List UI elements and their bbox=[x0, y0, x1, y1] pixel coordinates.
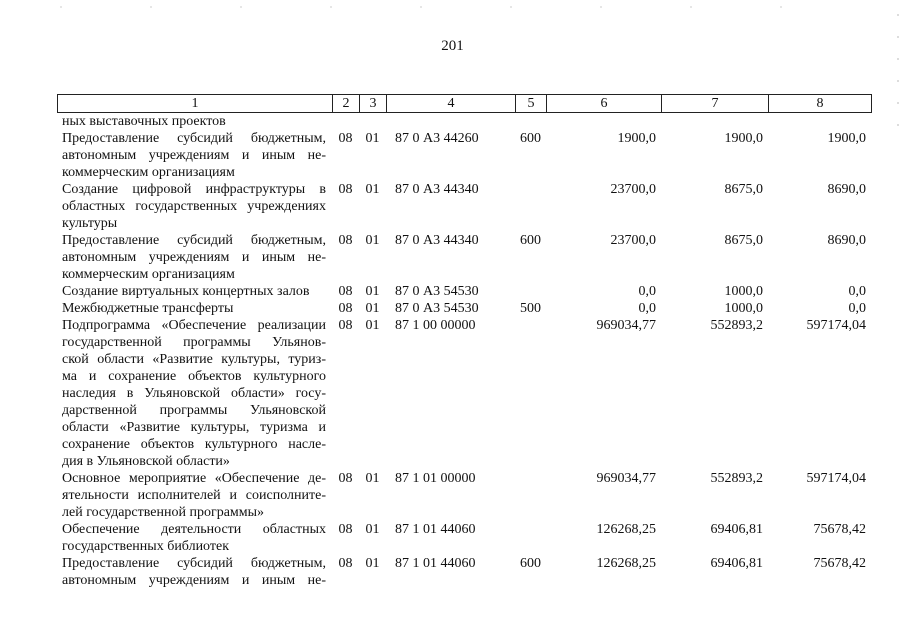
row-name-line: автономным учреждениям и иным не- bbox=[62, 250, 326, 265]
row-name-line: коммерческим организациям bbox=[62, 165, 235, 180]
amount-year-2: 1000,0 bbox=[724, 301, 763, 316]
amount-year-1: 23700,0 bbox=[610, 233, 656, 248]
expense-type-code bbox=[515, 521, 546, 555]
expense-type-code bbox=[515, 181, 546, 232]
row-name-cell bbox=[57, 300, 332, 317]
amount-year-2: 1000,0 bbox=[724, 284, 763, 299]
column-header-1: 1 bbox=[58, 95, 333, 113]
amount-year-2: 8675,0 bbox=[724, 233, 763, 248]
subsection-code: 01 bbox=[365, 182, 380, 197]
subsection-code: 01 bbox=[365, 301, 380, 316]
section-code: 08 bbox=[338, 556, 353, 571]
row-name-cell bbox=[57, 113, 332, 130]
amount-year-2: 552893,2 bbox=[710, 318, 763, 333]
row-name-line: ятельности исполнителей и соисполните- bbox=[62, 488, 326, 503]
row-name-line: коммерческим организациям bbox=[62, 267, 235, 282]
amount-year-1: 969034,77 bbox=[596, 318, 656, 333]
table-row bbox=[57, 232, 871, 283]
amount-year-3: 1900,0 bbox=[827, 131, 866, 146]
amount-year-1: 969034,77 bbox=[596, 471, 656, 486]
amount-year-3: 8690,0 bbox=[827, 233, 866, 248]
row-name-line: ской области «Развитие культуры, туриз- bbox=[62, 352, 326, 367]
row-name-line: дия в Ульяновской области» bbox=[62, 454, 230, 469]
row-name-line: лей государственной программы» bbox=[62, 505, 265, 520]
amount-year-1 bbox=[546, 113, 661, 130]
row-name-line: автономным учреждениям и иным не- bbox=[62, 573, 326, 588]
row-name-line: Обеспечение деятельности областных bbox=[62, 522, 326, 537]
subsection-code: 01 bbox=[365, 233, 380, 248]
target-article-code: 87 1 00 00000 bbox=[395, 318, 476, 333]
row-name-line: наследия в Ульяновской области» госу- bbox=[62, 386, 326, 401]
amount-year-3: 597174,04 bbox=[806, 318, 866, 333]
section-code: 08 bbox=[338, 471, 353, 486]
row-name-line: Подпрограмма «Обеспечение реализации bbox=[62, 318, 326, 333]
subsection-code: 01 bbox=[365, 284, 380, 299]
expense-type-code bbox=[515, 283, 546, 300]
amount-year-1: 0,0 bbox=[638, 284, 656, 299]
section-code: 08 bbox=[338, 182, 353, 197]
expense-type-code bbox=[515, 317, 546, 470]
expense-type-code: 600 bbox=[520, 233, 541, 248]
row-name-cell bbox=[57, 317, 332, 470]
row-name-cell bbox=[57, 470, 332, 521]
target-article-code: 87 1 01 00000 bbox=[395, 471, 476, 486]
amount-year-1: 126268,25 bbox=[596, 556, 656, 571]
amount-year-3: 75678,42 bbox=[813, 522, 866, 537]
table-row bbox=[57, 521, 871, 555]
target-article-code: 87 0 А3 44260 bbox=[395, 131, 479, 146]
amount-year-3 bbox=[768, 113, 871, 130]
section-code: 08 bbox=[338, 131, 353, 146]
row-name-cell bbox=[57, 181, 332, 232]
row-name-line: Создание цифровой инфраструктуры в bbox=[62, 182, 326, 197]
row-name-line: государственных библиотек bbox=[62, 539, 230, 554]
page-number: 201 bbox=[441, 38, 464, 54]
column-header-row bbox=[57, 94, 872, 113]
table-row bbox=[57, 300, 871, 317]
target-article-code bbox=[386, 113, 515, 130]
row-name-cell bbox=[57, 232, 332, 283]
row-name-line: Создание виртуальных концертных залов bbox=[62, 284, 310, 299]
row-name-line: Предоставление субсидий бюджетным, bbox=[62, 131, 326, 146]
row-name-line: государственной программы Ульянов- bbox=[62, 335, 326, 350]
target-article-code: 87 0 А3 54530 bbox=[395, 301, 479, 316]
target-article-code: 87 0 А3 44340 bbox=[395, 233, 479, 248]
amount-year-1: 23700,0 bbox=[610, 182, 656, 197]
section-code: 08 bbox=[338, 284, 353, 299]
expense-type-code: 600 bbox=[520, 131, 541, 146]
budget-table bbox=[57, 113, 871, 589]
row-name-line: культуры bbox=[62, 216, 118, 231]
column-header-5: 5 bbox=[516, 95, 547, 113]
amount-year-2: 1900,0 bbox=[724, 131, 763, 146]
table-row bbox=[57, 283, 871, 300]
subsection-code: 01 bbox=[365, 522, 380, 537]
row-name-line: Предоставление субсидий бюджетным, bbox=[62, 233, 326, 248]
amount-year-1: 0,0 bbox=[638, 301, 656, 316]
expense-type-code: 500 bbox=[520, 301, 541, 316]
column-header-8: 8 bbox=[769, 95, 872, 113]
amount-year-3: 8690,0 bbox=[827, 182, 866, 197]
row-name-line: ных выставочных проектов bbox=[62, 114, 226, 129]
scan-artifact-side bbox=[897, 14, 899, 134]
table-row bbox=[57, 181, 871, 232]
row-name-line: Межбюджетные трансферты bbox=[62, 301, 234, 316]
amount-year-2: 8675,0 bbox=[724, 182, 763, 197]
row-name-line: ма и сохранение объектов культурного bbox=[62, 369, 326, 384]
table-row bbox=[57, 130, 871, 181]
target-article-code: 87 1 01 44060 bbox=[395, 556, 476, 571]
expense-type-code: 600 bbox=[520, 556, 541, 571]
amount-year-2: 552893,2 bbox=[710, 471, 763, 486]
amount-year-2: 69406,81 bbox=[710, 556, 763, 571]
amount-year-3: 0,0 bbox=[848, 301, 866, 316]
column-header-6: 6 bbox=[547, 95, 662, 113]
table-row bbox=[57, 113, 871, 130]
row-name-line: областных государственных учреждениях bbox=[62, 199, 326, 214]
section-code: 08 bbox=[338, 522, 353, 537]
column-header-7: 7 bbox=[662, 95, 769, 113]
column-header-3: 3 bbox=[360, 95, 387, 113]
table-row bbox=[57, 555, 871, 589]
section-code: 08 bbox=[338, 301, 353, 316]
amount-year-3: 75678,42 bbox=[813, 556, 866, 571]
target-article-code: 87 0 А3 44340 bbox=[395, 182, 479, 197]
expense-type-code bbox=[515, 470, 546, 521]
table-row bbox=[57, 317, 871, 470]
amount-year-1: 1900,0 bbox=[617, 131, 656, 146]
row-name-line: сохранение объектов культурного насле- bbox=[62, 437, 326, 452]
section-code bbox=[332, 113, 359, 130]
row-name-line: дарственной программы Ульяновской bbox=[62, 403, 326, 418]
row-name-line: автономным учреждениям и иным не- bbox=[62, 148, 326, 163]
table-row bbox=[57, 470, 871, 521]
expense-type-code bbox=[515, 113, 546, 130]
subsection-code: 01 bbox=[365, 131, 380, 146]
target-article-code: 87 1 01 44060 bbox=[395, 522, 476, 537]
amount-year-1: 126268,25 bbox=[596, 522, 656, 537]
row-name-line: Основное мероприятие «Обеспечение де- bbox=[62, 471, 326, 486]
amount-year-3: 597174,04 bbox=[806, 471, 866, 486]
subsection-code: 01 bbox=[365, 471, 380, 486]
row-name-line: области «Развитие культуры, туризма и bbox=[62, 420, 326, 435]
amount-year-2: 69406,81 bbox=[710, 522, 763, 537]
row-name-cell bbox=[57, 130, 332, 181]
amount-year-3: 0,0 bbox=[848, 284, 866, 299]
target-article-code: 87 0 А3 54530 bbox=[395, 284, 479, 299]
column-header-4: 4 bbox=[387, 95, 516, 113]
subsection-code bbox=[359, 113, 386, 130]
column-header-2: 2 bbox=[333, 95, 360, 113]
row-name-cell bbox=[57, 521, 332, 555]
scan-artifact-top bbox=[60, 6, 860, 8]
row-name-cell bbox=[57, 555, 332, 589]
amount-year-2 bbox=[661, 113, 768, 130]
row-name-cell bbox=[57, 283, 332, 300]
row-name-line: Предоставление субсидий бюджетным, bbox=[62, 556, 326, 571]
subsection-code: 01 bbox=[365, 318, 380, 333]
subsection-code: 01 bbox=[365, 556, 380, 571]
section-code: 08 bbox=[338, 233, 353, 248]
section-code: 08 bbox=[338, 318, 353, 333]
